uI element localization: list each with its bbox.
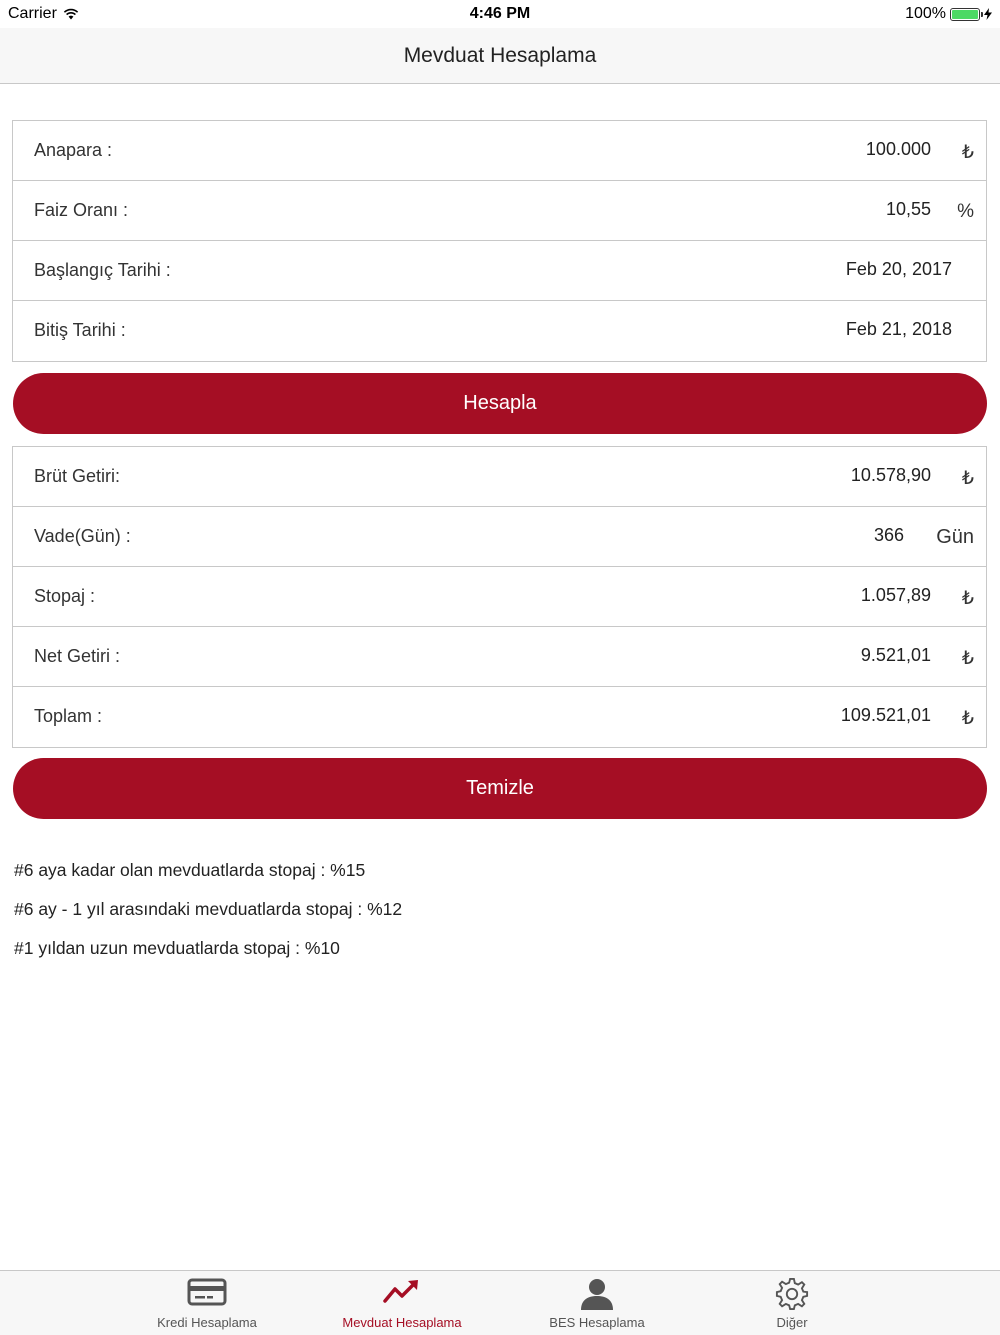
trend-up-icon (382, 1277, 422, 1307)
net-label: Net Getiri : (34, 646, 121, 666)
note-item: #6 ay - 1 yıl arasındaki mevduatlarda stopaj : %12 (14, 899, 403, 919)
bitis-row[interactable] (13, 301, 986, 361)
tab-mevduat-hesaplama[interactable] (302, 1271, 502, 1335)
note-item: #6 aya kadar olan mevduatlarda stopaj : %15 (14, 860, 366, 880)
tab-bar (0, 1270, 1000, 1335)
bitis-label: Bitiş Tarihi : (34, 320, 126, 340)
toplam-value: 109.521,01 (840, 705, 931, 725)
tab-label: Kredi Hesaplama (157, 1315, 257, 1330)
navigation-bar (0, 28, 1000, 84)
anapara-label: Anapara : (34, 140, 113, 160)
stopaj-row (13, 567, 986, 627)
lira-icon: ₺ (961, 142, 974, 163)
temizle-button[interactable]: Temizle (13, 758, 987, 819)
net-row (13, 627, 986, 687)
faiz-label: Faiz Oranı : (34, 200, 129, 220)
input-card (12, 120, 987, 362)
faiz-input[interactable]: 10,55 (885, 199, 931, 219)
tab-kredi-hesaplama[interactable] (107, 1271, 307, 1335)
lira-icon: ₺ (961, 708, 974, 729)
lira-icon: ₺ (961, 468, 974, 489)
stopaj-label: Stopaj : (34, 586, 96, 606)
vade-label: Vade(Gün) : (34, 526, 131, 546)
clock: 4:46 PM (469, 5, 531, 22)
tab-bes-hesaplama[interactable] (497, 1271, 697, 1335)
bitis-date-picker[interactable]: Feb 21, 2018 (845, 319, 952, 339)
percent-icon: % (957, 201, 974, 222)
baslangic-row[interactable] (13, 241, 986, 301)
gun-unit: Gün (936, 526, 974, 548)
person-icon (577, 1277, 617, 1311)
vade-value: 366 (873, 525, 904, 545)
stopaj-value: 1.057,89 (860, 585, 931, 605)
gear-icon (774, 1277, 810, 1311)
results-card (12, 446, 987, 748)
note-item: #1 yıldan uzun mevduatlarda stopaj : %10 (14, 938, 340, 958)
faiz-row[interactable] (13, 181, 986, 241)
lira-icon: ₺ (961, 588, 974, 609)
battery-percent: 100% (905, 5, 946, 22)
battery-icon (950, 8, 980, 21)
hesapla-button[interactable]: Hesapla (13, 373, 987, 434)
toplam-row (13, 687, 986, 747)
carrier-label: Carrier (8, 5, 57, 22)
battery-status (905, 5, 992, 23)
brut-row (13, 447, 986, 507)
stopaj-notes (14, 860, 402, 977)
credit-card-icon (187, 1277, 227, 1307)
anapara-input[interactable]: 100.000 (865, 139, 931, 159)
baslangic-label: Başlangıç Tarihi : (34, 260, 171, 280)
tab-label: BES Hesaplama (549, 1315, 645, 1330)
vade-row (13, 507, 986, 567)
tab-label: Mevduat Hesaplama (342, 1315, 462, 1330)
net-value: 9.521,01 (860, 645, 931, 665)
page-title: Mevduat Hesaplama (403, 43, 597, 67)
brut-value: 10.578,90 (850, 465, 931, 485)
lira-icon: ₺ (961, 648, 974, 669)
anapara-row[interactable] (13, 121, 986, 181)
charging-bolt-icon (984, 8, 992, 20)
tab-label: Diğer (776, 1315, 808, 1330)
tab-diger[interactable] (692, 1271, 892, 1335)
baslangic-date-picker[interactable]: Feb 20, 2017 (845, 259, 952, 279)
status-bar (0, 0, 1000, 28)
brut-label: Brüt Getiri: (34, 466, 121, 486)
toplam-label: Toplam : (34, 706, 103, 726)
